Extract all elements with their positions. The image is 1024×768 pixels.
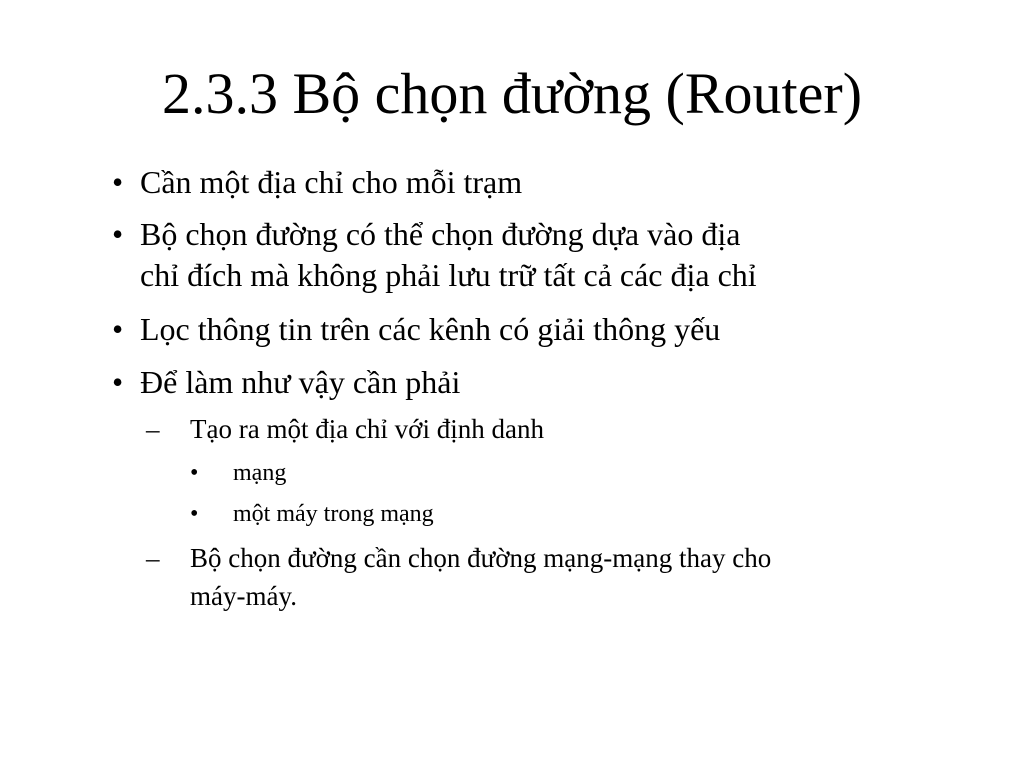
bullet-marker: •	[112, 164, 124, 200]
subsub-item-text: mạng	[233, 460, 287, 486]
bullet-text: Bộ chọn đường có thể chọn đường dựa vào địa	[140, 216, 741, 252]
bullet-marker: •	[190, 460, 199, 486]
subsub-item-text: một máy trong mạng	[233, 501, 434, 527]
bullet-text: chỉ đích mà không phải lưu trữ tất cả các địa chỉ	[140, 257, 757, 293]
bullet-marker: •	[112, 216, 124, 252]
sub-item-text: máy-máy.	[190, 581, 297, 611]
slide-title: 2.3.3 Bộ chọn đường (Router)	[161, 61, 863, 126]
dash-marker: –	[146, 543, 160, 573]
bullet-text: Lọc thông tin trên các kênh có giải thông yếu	[140, 311, 721, 347]
sub-item-text: Tạo ra một địa chỉ với định danh	[190, 414, 544, 444]
bullet-text: Cần một địa chỉ cho mỗi trạm	[140, 164, 523, 200]
bullet-marker: •	[112, 311, 124, 347]
dash-marker: –	[146, 414, 160, 444]
bullet-marker: •	[112, 364, 124, 400]
bullet-marker: •	[190, 501, 199, 527]
sub-item-text: Bộ chọn đường cần chọn đường mạng-mạng thay cho	[190, 543, 772, 573]
bullet-text: Để làm như vậy cần phải	[140, 364, 461, 400]
